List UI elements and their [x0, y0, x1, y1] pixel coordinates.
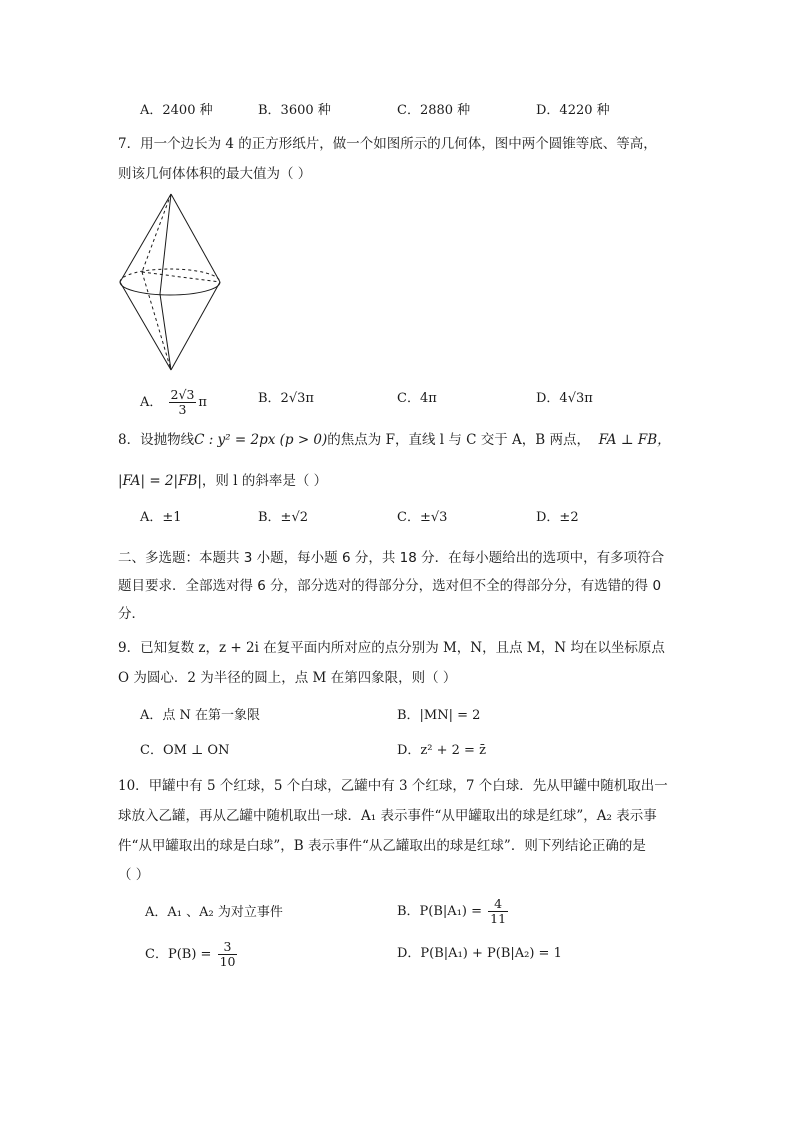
- q9-option-a: A．点 N 在第一象限: [140, 708, 261, 723]
- q7-option-a-pi: π: [198, 395, 207, 410]
- q10-option-b: [397, 897, 510, 926]
- q8-length-condition: |FA| = 2|FB|: [118, 473, 202, 489]
- q8-stem-tail: ，则 l 的斜率是（ ）: [201, 473, 328, 489]
- q8-option-a: A．±1: [140, 510, 182, 525]
- q10-option-c-denominator: 10: [219, 954, 236, 969]
- q9-option-c: C．OM ⊥ ON: [140, 743, 230, 758]
- section2-intro-line3: 分．: [118, 606, 145, 622]
- q9-option-b: B．|MN| = 2: [397, 708, 481, 723]
- q7-option-a-label: A．: [140, 395, 163, 410]
- q8-option-b: B．±√2: [258, 510, 309, 525]
- q7-option-a-fraction: [169, 388, 197, 417]
- double-cone-figure: [112, 190, 230, 380]
- q10-option-c-numerator: 3: [218, 940, 238, 955]
- q8-option-c: C．±√3: [397, 510, 448, 525]
- section2-intro-line2: 题目要求．全部选对得 6 分，部分选对的得部分分，选对但不全的得部分分，有选错的得 0: [118, 578, 662, 594]
- section2-intro-line1: 二、多选题：本题共 3 小题，每小题 6 分，共 18 分．在每小题给出的选项中，有多项符合: [118, 550, 665, 566]
- q9-option-d: D．z² + 2 = z̄: [397, 743, 486, 758]
- q10-stem-line2: 球放入乙罐，再从乙罐中随机取出一球．A₁ 表示事件“从甲罐取出的球是红球”，A₂ 表示事: [118, 808, 657, 824]
- q6-option-b: B．3600 种: [258, 103, 331, 118]
- q10-option-b-prefix: B．P(B|A₁) =: [397, 904, 483, 919]
- q8-perpendicular-condition: FA ⊥ FB，: [598, 432, 671, 448]
- q7-option-b: B．2√3π: [258, 391, 314, 406]
- q7-option-d: D．4√3π: [536, 391, 593, 406]
- q10-option-b-numerator: 4: [488, 897, 508, 912]
- q7-option-a: [140, 388, 207, 417]
- q9-stem-line1: 9．已知复数 z，z + 2i 在复平面内所对应的点分别为 M，N，且点 M，N 均在以坐标原点: [118, 640, 665, 656]
- q8-stem-line1: [118, 430, 671, 450]
- q8-parabola-formula: C : y² = 2px (p > 0): [194, 432, 328, 448]
- q8-stem-middle: 的焦点为 F，直线 l 与 C 交于 A，B 两点，: [327, 432, 591, 448]
- q10-option-c: [145, 940, 239, 969]
- q6-option-a: A．2400 种: [140, 103, 213, 118]
- q10-option-a: A．A₁ 、A₂ 为对立事件: [145, 905, 283, 920]
- q8-stem-line2: [118, 471, 327, 491]
- q10-stem-line1: 10．甲罐中有 5 个红球，5 个白球，乙罐中有 3 个红球，7 个白球．先从甲罐中随机取出一: [118, 778, 668, 794]
- q10-stem-line3: 件“从甲罐取出的球是白球”，B 表示事件“从乙罐取出的球是红球”．则下列结论正确的是: [118, 838, 646, 854]
- q9-stem-line2: O 为圆心．2 为半径的圆上，点 M 在第四象限，则（ ）: [118, 670, 457, 686]
- q10-option-b-fraction: [488, 897, 508, 926]
- q10-option-c-prefix: C．P(B) =: [145, 947, 212, 962]
- q7-stem-line1: 7．用一个边长为 4 的正方形纸片，做一个如图所示的几何体，图中两个圆锥等底、等高，: [118, 136, 657, 152]
- q7-option-a-denominator: 3: [178, 402, 187, 417]
- q10-option-d: D．P(B|A₁) + P(B|A₂) = 1: [397, 946, 562, 961]
- q8-option-d: D．±2: [536, 510, 579, 525]
- q6-option-d: D．4220 种: [536, 103, 610, 118]
- q6-option-c: C．2880 种: [397, 103, 471, 118]
- q10-option-b-denominator: 11: [490, 911, 507, 926]
- q8-stem-prefix: 8．设抛物线: [118, 432, 195, 448]
- q10-option-c-fraction: [218, 940, 238, 969]
- q10-stem-line4: （ ）: [118, 867, 150, 883]
- q7-stem-line2: 则该几何体体积的最大值为（ ）: [118, 166, 312, 182]
- q7-option-c: C．4π: [397, 391, 437, 406]
- q7-option-a-numerator: 2√3: [170, 387, 195, 402]
